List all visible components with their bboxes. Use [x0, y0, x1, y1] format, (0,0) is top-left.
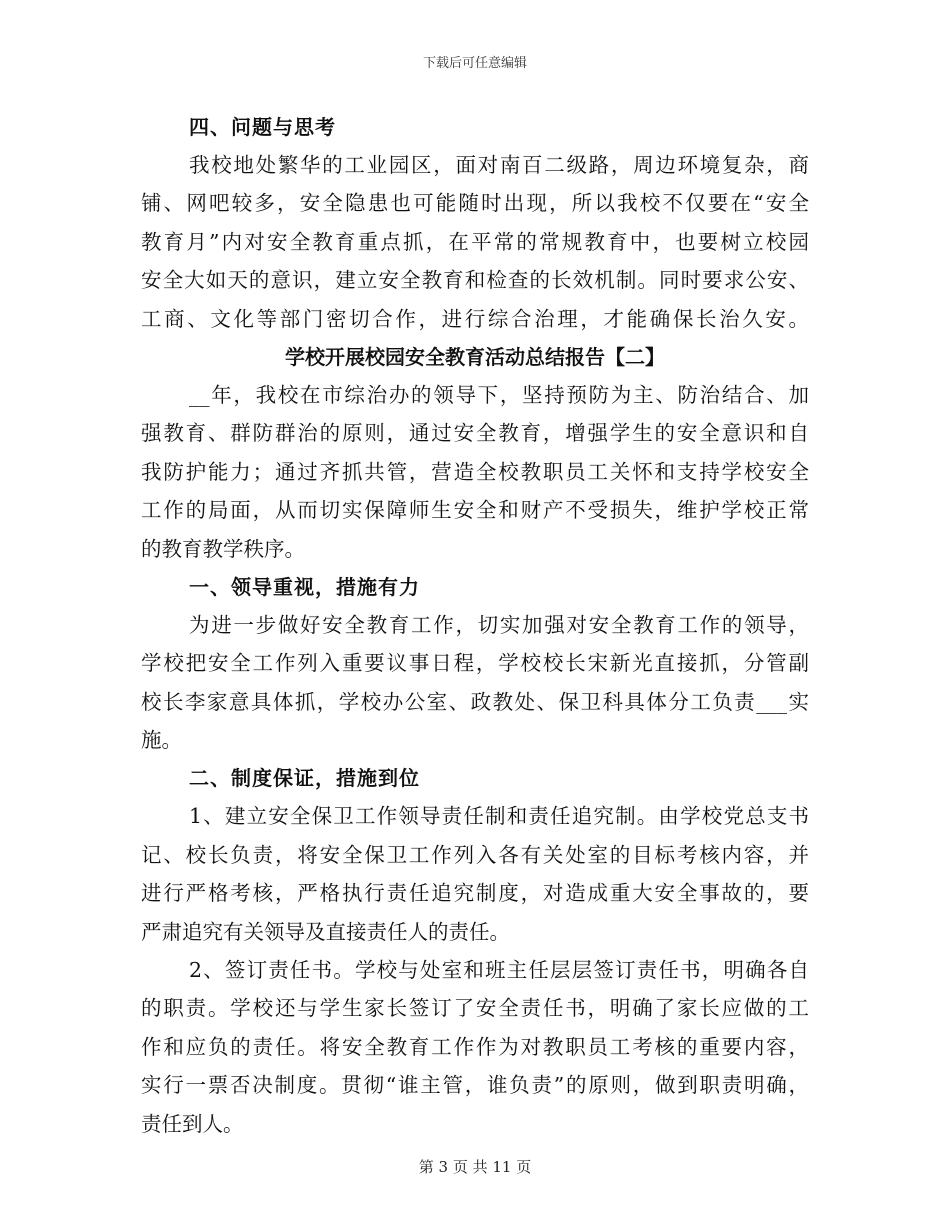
- text-line: 施。: [141, 728, 182, 753]
- text-line: 校长李家意具体抓，学校办公室、政教处、保卫科具体分工负责___实: [141, 689, 809, 714]
- text-line: 记、校长负责，将安全保卫工作列入各有关处室的目标考核内容，并: [141, 842, 809, 867]
- text-line: __年，我校在市综治办的领导下，坚持预防为主、防治结合、加: [189, 382, 809, 407]
- text-line: 教育月”内对安全教育重点抓，在平常的常规教育中，也要树立校园: [141, 229, 809, 254]
- text-line: 工商、文化等部门密切合作，进行综合治理，才能确保长治久安。: [141, 306, 809, 331]
- text-line: 安全大如天的意识，建立安全教育和检查的长效机制。同时要求公安、: [141, 268, 809, 293]
- text-line: 严肃追究有关领导及直接责任人的责任。: [141, 919, 510, 944]
- page-number: 第 3 页 共 11 页: [418, 1158, 532, 1176]
- text-line: 的职责。学校还与学生家长签订了安全责任书，明确了家长应做的工: [141, 996, 809, 1021]
- text-line: 实行一票否决制度。贯彻“谁主管，谁负责”的原则，做到职责明确，: [141, 1073, 809, 1098]
- paragraph-intro: [141, 376, 809, 568]
- text-line: 的教育教学秩序。: [141, 536, 305, 561]
- paragraph-item-2: [141, 951, 809, 1143]
- text-line: 学校把安全工作列入重要议事日程，学校校长宋新光直接抓，分管副: [141, 651, 809, 676]
- text-line: 2、签订责任书。学校与处室和班主任层层签订责任书，明确各自: [189, 958, 809, 983]
- document-body: [141, 108, 809, 1143]
- paragraph-problem: [141, 146, 809, 338]
- page-header-note: 下载后可任意编辑: [422, 56, 527, 71]
- paragraph-leadership: [141, 606, 809, 760]
- text-line: 进行严格考核，严格执行责任追究制度，对造成重大安全事故的，要: [141, 881, 809, 906]
- text-line: 责任到人。: [141, 1111, 244, 1136]
- text-line: 为进一步做好安全教育工作，切实加强对安全教育工作的领导，: [189, 612, 809, 637]
- section-heading-problem: 四、问题与思考: [189, 115, 336, 139]
- text-line: 我校地处繁华的工业园区，面对南百二级路，周边环境复杂，商: [189, 153, 809, 177]
- section-heading-system: 二、制度保证，措施到位: [189, 766, 420, 791]
- text-line: 工作的局面，从而切实保障师生安全和财产不受损失，维护学校正常: [141, 498, 809, 523]
- text-line: 我防护能力；通过齐抓共管，营造全校教职员工关怀和支持学校安全: [141, 459, 809, 484]
- paragraph-item-1: [141, 797, 809, 951]
- text-line: 铺、网吧较多，安全隐患也可能随时出现，所以我校不仅要在“安全: [141, 191, 809, 216]
- text-line: 作和应负的责任。将安全教育工作作为对教职员工考核的重要内容，: [141, 1034, 809, 1059]
- section-heading-leadership: 一、领导重视，措施有力: [189, 574, 420, 599]
- text-line: 1、建立安全保卫工作领导责任制和责任追究制。由学校党总支书: [189, 804, 809, 829]
- report-title: 学校开展校园安全教育活动总结报告【二】: [285, 344, 665, 369]
- text-line: 强教育、群防群治的原则，通过安全教育，增强学生的安全意识和自: [141, 421, 809, 446]
